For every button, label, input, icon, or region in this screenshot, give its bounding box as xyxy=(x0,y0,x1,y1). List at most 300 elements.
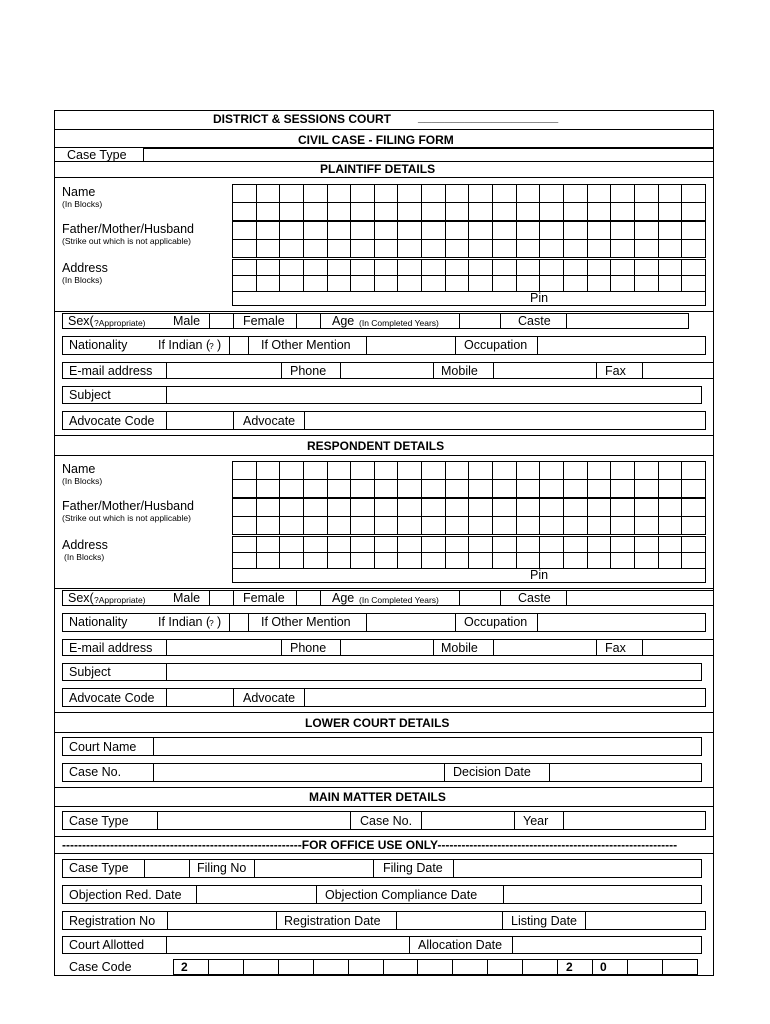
letter-box[interactable] xyxy=(280,222,304,240)
letter-box[interactable] xyxy=(540,517,564,535)
letter-box[interactable] xyxy=(469,203,493,221)
letter-box[interactable] xyxy=(634,537,658,553)
letter-box[interactable] xyxy=(493,203,517,221)
respondent-age-field[interactable] xyxy=(459,590,501,606)
letter-box[interactable] xyxy=(445,462,469,480)
main-matter-year-field[interactable] xyxy=(563,811,706,830)
letter-box[interactable] xyxy=(256,203,280,221)
letter-box[interactable] xyxy=(174,960,209,975)
letter-box[interactable] xyxy=(256,276,280,292)
office-objection-compliance-field[interactable] xyxy=(503,885,702,904)
letter-box[interactable] xyxy=(563,240,587,258)
letter-box[interactable] xyxy=(540,222,564,240)
office-objection-red-date-field[interactable] xyxy=(196,885,317,904)
respondent-male-checkbox[interactable] xyxy=(209,590,234,606)
office-allocation-date-field[interactable] xyxy=(512,936,702,954)
letter-box[interactable] xyxy=(445,240,469,258)
letter-box[interactable] xyxy=(469,553,493,569)
letter-box[interactable] xyxy=(327,185,351,203)
letter-box[interactable] xyxy=(398,276,422,292)
letter-box[interactable] xyxy=(611,240,635,258)
letter-box[interactable] xyxy=(682,537,706,553)
letter-box[interactable] xyxy=(611,537,635,553)
letter-box[interactable] xyxy=(374,203,398,221)
letter-box[interactable] xyxy=(634,499,658,517)
letter-box[interactable] xyxy=(327,480,351,498)
letter-box[interactable] xyxy=(327,553,351,569)
letter-box[interactable] xyxy=(327,537,351,553)
letter-box[interactable] xyxy=(516,517,540,535)
letter-box[interactable] xyxy=(422,260,446,276)
letter-box[interactable] xyxy=(445,222,469,240)
respondent-name-grid[interactable] xyxy=(232,461,706,498)
letter-box[interactable] xyxy=(634,480,658,498)
letter-box[interactable] xyxy=(493,499,517,517)
letter-box[interactable] xyxy=(682,553,706,569)
letter-box[interactable] xyxy=(280,240,304,258)
letter-box[interactable] xyxy=(563,260,587,276)
letter-box[interactable] xyxy=(398,537,422,553)
letter-box[interactable] xyxy=(280,462,304,480)
letter-box[interactable] xyxy=(351,260,375,276)
respondent-address-grid[interactable] xyxy=(232,536,706,569)
letter-box[interactable] xyxy=(374,517,398,535)
letter-box[interactable] xyxy=(374,185,398,203)
letter-box[interactable] xyxy=(611,260,635,276)
letter-box[interactable] xyxy=(303,480,327,498)
letter-box[interactable] xyxy=(303,537,327,553)
letter-box[interactable] xyxy=(587,185,611,203)
letter-box[interactable] xyxy=(469,499,493,517)
letter-box[interactable] xyxy=(658,537,682,553)
letter-box[interactable] xyxy=(303,185,327,203)
letter-box[interactable] xyxy=(445,553,469,569)
letter-box[interactable] xyxy=(374,480,398,498)
letter-box[interactable] xyxy=(469,462,493,480)
letter-box[interactable] xyxy=(611,480,635,498)
letter-box[interactable] xyxy=(563,537,587,553)
letter-box[interactable] xyxy=(453,960,488,975)
letter-box[interactable] xyxy=(351,276,375,292)
office-registration-no-field[interactable] xyxy=(167,911,277,930)
respondent-other-field[interactable] xyxy=(366,613,456,632)
letter-box[interactable] xyxy=(587,276,611,292)
plaintiff-address-grid[interactable] xyxy=(232,259,706,292)
letter-box[interactable] xyxy=(233,185,257,203)
letter-box[interactable] xyxy=(593,960,628,975)
letter-box[interactable] xyxy=(611,517,635,535)
letter-box[interactable] xyxy=(493,260,517,276)
office-filing-no-field[interactable] xyxy=(254,859,374,878)
plaintiff-email-field[interactable] xyxy=(166,362,282,379)
letter-box[interactable] xyxy=(398,185,422,203)
letter-box[interactable] xyxy=(587,240,611,258)
letter-box[interactable] xyxy=(488,960,523,975)
letter-box[interactable] xyxy=(682,203,706,221)
office-case-code-grid[interactable] xyxy=(173,959,698,975)
letter-box[interactable] xyxy=(563,203,587,221)
letter-box[interactable] xyxy=(256,260,280,276)
letter-box[interactable] xyxy=(256,240,280,258)
letter-box[interactable] xyxy=(540,276,564,292)
respondent-fax-field[interactable] xyxy=(642,639,714,656)
letter-box[interactable] xyxy=(558,960,593,975)
letter-box[interactable] xyxy=(658,553,682,569)
office-case-type-field[interactable] xyxy=(144,859,190,878)
letter-box[interactable] xyxy=(398,480,422,498)
respondent-mobile-field[interactable] xyxy=(493,639,597,656)
letter-box[interactable] xyxy=(422,276,446,292)
letter-box[interactable] xyxy=(445,480,469,498)
letter-box[interactable] xyxy=(516,222,540,240)
letter-box[interactable] xyxy=(493,240,517,258)
letter-box[interactable] xyxy=(256,462,280,480)
letter-box[interactable] xyxy=(493,222,517,240)
letter-box[interactable] xyxy=(256,480,280,498)
letter-box[interactable] xyxy=(658,517,682,535)
letter-box[interactable] xyxy=(658,499,682,517)
letter-box[interactable] xyxy=(587,517,611,535)
letter-box[interactable] xyxy=(611,462,635,480)
letter-box[interactable] xyxy=(516,276,540,292)
letter-box[interactable] xyxy=(374,276,398,292)
letter-box[interactable] xyxy=(469,537,493,553)
letter-box[interactable] xyxy=(303,276,327,292)
respondent-occupation-field[interactable] xyxy=(537,613,706,632)
letter-box[interactable] xyxy=(303,517,327,535)
letter-box[interactable] xyxy=(422,185,446,203)
main-matter-case-type-field[interactable] xyxy=(157,811,351,830)
letter-box[interactable] xyxy=(351,203,375,221)
letter-box[interactable] xyxy=(634,517,658,535)
respondent-caste-field[interactable] xyxy=(566,590,714,606)
letter-box[interactable] xyxy=(351,517,375,535)
respondent-female-checkbox[interactable] xyxy=(296,590,321,606)
office-registration-date-field[interactable] xyxy=(396,911,503,930)
letter-box[interactable] xyxy=(611,276,635,292)
letter-box[interactable] xyxy=(280,537,304,553)
plaintiff-advocate-field[interactable] xyxy=(304,411,706,430)
letter-box[interactable] xyxy=(256,185,280,203)
letter-box[interactable] xyxy=(516,480,540,498)
letter-box[interactable] xyxy=(469,517,493,535)
letter-box[interactable] xyxy=(658,203,682,221)
plaintiff-parent-grid[interactable] xyxy=(232,221,706,258)
letter-box[interactable] xyxy=(256,537,280,553)
office-court-allotted-field[interactable] xyxy=(166,936,410,954)
letter-box[interactable] xyxy=(445,276,469,292)
letter-box[interactable] xyxy=(233,222,257,240)
letter-box[interactable] xyxy=(327,203,351,221)
letter-box[interactable] xyxy=(280,499,304,517)
letter-box[interactable] xyxy=(634,203,658,221)
main-matter-case-no-field[interactable] xyxy=(421,811,515,830)
letter-box[interactable] xyxy=(398,203,422,221)
letter-box[interactable] xyxy=(540,480,564,498)
letter-box[interactable] xyxy=(493,517,517,535)
respondent-indian-checkbox[interactable] xyxy=(229,613,249,632)
letter-box[interactable] xyxy=(563,480,587,498)
letter-box[interactable] xyxy=(233,517,257,535)
letter-box[interactable] xyxy=(327,222,351,240)
letter-box[interactable] xyxy=(682,222,706,240)
letter-box[interactable] xyxy=(233,203,257,221)
letter-box[interactable] xyxy=(658,276,682,292)
letter-box[interactable] xyxy=(634,260,658,276)
letter-box[interactable] xyxy=(658,260,682,276)
letter-box[interactable] xyxy=(256,517,280,535)
letter-box[interactable] xyxy=(469,240,493,258)
letter-box[interactable] xyxy=(469,222,493,240)
respondent-email-field[interactable] xyxy=(166,639,282,656)
letter-box[interactable] xyxy=(233,499,257,517)
plaintiff-phone-field[interactable] xyxy=(340,362,434,379)
letter-box[interactable] xyxy=(398,499,422,517)
letter-box[interactable] xyxy=(327,499,351,517)
letter-box[interactable] xyxy=(587,203,611,221)
letter-box[interactable] xyxy=(303,553,327,569)
letter-box[interactable] xyxy=(587,537,611,553)
letter-box[interactable] xyxy=(280,260,304,276)
letter-box[interactable] xyxy=(516,240,540,258)
letter-box[interactable] xyxy=(243,960,278,975)
letter-box[interactable] xyxy=(374,240,398,258)
letter-box[interactable] xyxy=(523,960,558,975)
letter-box[interactable] xyxy=(540,462,564,480)
letter-box[interactable] xyxy=(233,276,257,292)
letter-box[interactable] xyxy=(233,462,257,480)
letter-box[interactable] xyxy=(469,480,493,498)
letter-box[interactable] xyxy=(351,553,375,569)
letter-box[interactable] xyxy=(682,480,706,498)
letter-box[interactable] xyxy=(374,260,398,276)
letter-box[interactable] xyxy=(682,185,706,203)
letter-box[interactable] xyxy=(327,260,351,276)
plaintiff-mobile-field[interactable] xyxy=(493,362,597,379)
letter-box[interactable] xyxy=(611,222,635,240)
letter-box[interactable] xyxy=(540,240,564,258)
letter-box[interactable] xyxy=(516,537,540,553)
letter-box[interactable] xyxy=(398,222,422,240)
letter-box[interactable] xyxy=(398,462,422,480)
letter-box[interactable] xyxy=(256,499,280,517)
letter-box[interactable] xyxy=(398,553,422,569)
letter-box[interactable] xyxy=(516,185,540,203)
letter-box[interactable] xyxy=(445,185,469,203)
letter-box[interactable] xyxy=(351,537,375,553)
letter-box[interactable] xyxy=(422,240,446,258)
letter-box[interactable] xyxy=(493,553,517,569)
lower-court-decision-date-field[interactable] xyxy=(549,763,702,782)
letter-box[interactable] xyxy=(587,260,611,276)
letter-box[interactable] xyxy=(233,480,257,498)
letter-box[interactable] xyxy=(469,260,493,276)
letter-box[interactable] xyxy=(634,553,658,569)
letter-box[interactable] xyxy=(563,462,587,480)
letter-box[interactable] xyxy=(422,462,446,480)
plaintiff-name-grid[interactable] xyxy=(232,184,706,221)
letter-box[interactable] xyxy=(658,185,682,203)
letter-box[interactable] xyxy=(280,553,304,569)
letter-box[interactable] xyxy=(634,185,658,203)
letter-box[interactable] xyxy=(280,203,304,221)
letter-box[interactable] xyxy=(278,960,313,975)
letter-box[interactable] xyxy=(563,276,587,292)
respondent-advocate-field[interactable] xyxy=(304,688,706,707)
letter-box[interactable] xyxy=(422,553,446,569)
letter-box[interactable] xyxy=(348,960,383,975)
letter-box[interactable] xyxy=(634,462,658,480)
letter-box[interactable] xyxy=(611,499,635,517)
letter-box[interactable] xyxy=(327,276,351,292)
letter-box[interactable] xyxy=(313,960,348,975)
letter-box[interactable] xyxy=(658,480,682,498)
letter-box[interactable] xyxy=(445,260,469,276)
letter-box[interactable] xyxy=(634,222,658,240)
letter-box[interactable] xyxy=(563,499,587,517)
letter-box[interactable] xyxy=(563,222,587,240)
letter-box[interactable] xyxy=(516,203,540,221)
letter-box[interactable] xyxy=(493,537,517,553)
letter-box[interactable] xyxy=(398,260,422,276)
letter-box[interactable] xyxy=(516,260,540,276)
letter-box[interactable] xyxy=(351,480,375,498)
letter-box[interactable] xyxy=(682,276,706,292)
letter-box[interactable] xyxy=(611,185,635,203)
letter-box[interactable] xyxy=(516,462,540,480)
letter-box[interactable] xyxy=(587,222,611,240)
letter-box[interactable] xyxy=(418,960,453,975)
plaintiff-indian-checkbox[interactable] xyxy=(229,336,249,355)
letter-box[interactable] xyxy=(540,260,564,276)
letter-box[interactable] xyxy=(280,517,304,535)
letter-box[interactable] xyxy=(233,553,257,569)
letter-box[interactable] xyxy=(662,960,697,975)
letter-box[interactable] xyxy=(208,960,243,975)
letter-box[interactable] xyxy=(303,260,327,276)
letter-box[interactable] xyxy=(682,499,706,517)
letter-box[interactable] xyxy=(445,203,469,221)
letter-box[interactable] xyxy=(493,185,517,203)
letter-box[interactable] xyxy=(493,480,517,498)
letter-box[interactable] xyxy=(627,960,662,975)
letter-box[interactable] xyxy=(374,537,398,553)
letter-box[interactable] xyxy=(658,462,682,480)
letter-box[interactable] xyxy=(563,185,587,203)
letter-box[interactable] xyxy=(374,462,398,480)
letter-box[interactable] xyxy=(540,537,564,553)
case-type-field[interactable] xyxy=(143,148,714,162)
letter-box[interactable] xyxy=(303,203,327,221)
letter-box[interactable] xyxy=(351,185,375,203)
office-filing-date-field[interactable] xyxy=(453,859,702,878)
letter-box[interactable] xyxy=(351,222,375,240)
letter-box[interactable] xyxy=(351,499,375,517)
letter-box[interactable] xyxy=(256,553,280,569)
letter-box[interactable] xyxy=(493,276,517,292)
letter-box[interactable] xyxy=(682,240,706,258)
letter-box[interactable] xyxy=(634,276,658,292)
letter-box[interactable] xyxy=(540,499,564,517)
letter-box[interactable] xyxy=(587,553,611,569)
respondent-phone-field[interactable] xyxy=(340,639,434,656)
plaintiff-male-checkbox[interactable] xyxy=(209,313,234,329)
letter-box[interactable] xyxy=(280,185,304,203)
letter-box[interactable] xyxy=(469,276,493,292)
letter-box[interactable] xyxy=(280,480,304,498)
plaintiff-female-checkbox[interactable] xyxy=(296,313,321,329)
lower-court-name-field[interactable] xyxy=(153,737,702,756)
letter-box[interactable] xyxy=(280,276,304,292)
letter-box[interactable] xyxy=(587,499,611,517)
letter-box[interactable] xyxy=(398,517,422,535)
letter-box[interactable] xyxy=(611,203,635,221)
letter-box[interactable] xyxy=(233,537,257,553)
letter-box[interactable] xyxy=(374,499,398,517)
lower-court-case-no-field[interactable] xyxy=(153,763,445,782)
letter-box[interactable] xyxy=(445,517,469,535)
letter-box[interactable] xyxy=(383,960,418,975)
letter-box[interactable] xyxy=(682,462,706,480)
letter-box[interactable] xyxy=(658,222,682,240)
letter-box[interactable] xyxy=(445,537,469,553)
letter-box[interactable] xyxy=(327,240,351,258)
court-name-blank[interactable]: _____________________ xyxy=(418,110,559,124)
letter-box[interactable] xyxy=(422,517,446,535)
letter-box[interactable] xyxy=(540,185,564,203)
letter-box[interactable] xyxy=(540,203,564,221)
letter-box[interactable] xyxy=(563,517,587,535)
respondent-address-line[interactable] xyxy=(232,568,706,583)
letter-box[interactable] xyxy=(563,553,587,569)
letter-box[interactable] xyxy=(327,517,351,535)
letter-box[interactable] xyxy=(516,499,540,517)
letter-box[interactable] xyxy=(422,203,446,221)
letter-box[interactable] xyxy=(469,185,493,203)
letter-box[interactable] xyxy=(682,260,706,276)
respondent-advocate-code-field[interactable] xyxy=(166,688,234,707)
letter-box[interactable] xyxy=(303,240,327,258)
letter-box[interactable] xyxy=(303,222,327,240)
letter-box[interactable] xyxy=(516,553,540,569)
respondent-parent-grid[interactable] xyxy=(232,498,706,535)
plaintiff-subject-field[interactable] xyxy=(166,386,702,404)
letter-box[interactable] xyxy=(682,517,706,535)
letter-box[interactable] xyxy=(351,240,375,258)
letter-box[interactable] xyxy=(422,537,446,553)
respondent-subject-field[interactable] xyxy=(166,663,702,681)
letter-box[interactable] xyxy=(256,222,280,240)
letter-box[interactable] xyxy=(445,499,469,517)
plaintiff-fax-field[interactable] xyxy=(642,362,714,379)
letter-box[interactable] xyxy=(634,240,658,258)
plaintiff-caste-field[interactable] xyxy=(566,313,689,329)
letter-box[interactable] xyxy=(374,553,398,569)
letter-box[interactable] xyxy=(303,462,327,480)
letter-box[interactable] xyxy=(351,462,375,480)
letter-box[interactable] xyxy=(303,499,327,517)
plaintiff-age-field[interactable] xyxy=(459,313,501,329)
letter-box[interactable] xyxy=(233,260,257,276)
letter-box[interactable] xyxy=(398,240,422,258)
letter-box[interactable] xyxy=(422,222,446,240)
letter-box[interactable] xyxy=(658,240,682,258)
letter-box[interactable] xyxy=(587,462,611,480)
plaintiff-address-line[interactable] xyxy=(232,291,706,306)
letter-box[interactable] xyxy=(493,462,517,480)
plaintiff-other-field[interactable] xyxy=(366,336,456,355)
letter-box[interactable] xyxy=(327,462,351,480)
